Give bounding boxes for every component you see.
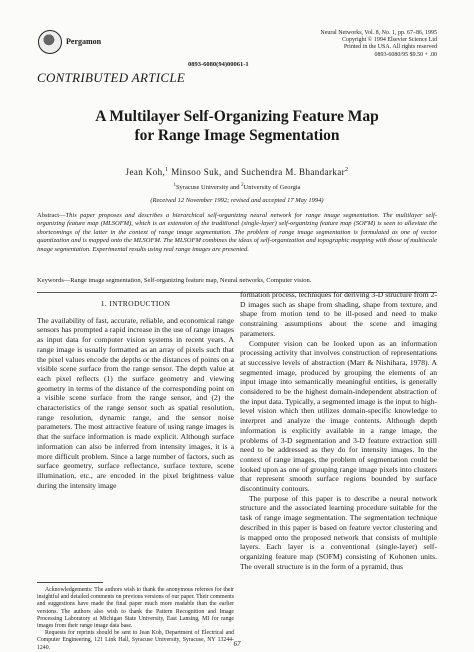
journal-metadata: [320, 30, 437, 59]
abstract: [37, 212, 437, 254]
printed-line: Printed in the USA. All rights reserved: [343, 44, 437, 51]
affiliation-1: Syracuse University and: [175, 184, 242, 192]
left-column: [37, 299, 234, 490]
footnote-divider: [37, 582, 103, 583]
reprint-requests: Requests for reprints should be sent to Jean Koh, Department of Electrical and Computer Engineering, 121 Link Hall, Syracuse University, Syracuse, NY 13244-1240.: [37, 630, 234, 651]
page-number: 67: [233, 640, 241, 648]
right-column: [240, 290, 437, 571]
price-line: 0893-6080/95 $9.50 + .00: [374, 51, 437, 58]
author-superscript-2: 2: [345, 167, 349, 173]
received-dates: (Received 12 November 1992; revised and accepted 17 May 1994): [150, 197, 324, 204]
author-list: [0, 167, 474, 177]
author-names-2: Minsoo Suk, and Suchendra M. Bhandarkar: [168, 167, 346, 177]
title-line-2: for Range Image Segmentation: [134, 127, 340, 144]
affiliation-superscript-2: 2: [241, 183, 244, 188]
author-name-1: Jean Koh,: [125, 167, 166, 177]
abstract-label: Abstract—: [37, 212, 66, 219]
keywords: [37, 277, 437, 285]
abstract-text: This paper proposes and describes a hierarchical self-organizing neural network for range image segmentation. The multilayer self-organizing feature map (MLSOFM), which is an extension of the traditional (single-layer) self-organizing feature map (SOFM) is seen to alleviate the shortcomings of the latter in the context of range image segmentation. The problem of range image segmentation is formulated as one of vector quantization and is mapped onto the MLSOFM. The MLSOFM combines the ideas of self-organization and topographic mapping with those of multiscale image segmentation. Experimental results using real range images are presented.: [37, 212, 437, 253]
keywords-label: Keywords—: [37, 277, 71, 284]
title-line-1: A Multilayer Self-Organizing Feature Map: [95, 108, 379, 125]
paper-title: [0, 107, 474, 145]
author-superscript-1: 1: [165, 167, 169, 173]
section-heading: 1. INTRODUCTION: [100, 299, 171, 308]
intro-paragraph-1-continued: formation process, techniques for deriving 3-D structure from 2-D images such as shape from shading, shape from texture, and shape from motion tend to be ill-posed and need to make constraining assumptions about the scene and imaging parameters.: [240, 290, 437, 338]
intro-paragraph-3: The purpose of this paper is to describe a neural network structure and the associated learning procedure suitable for the task of range image segmentation. The segmentation technique described in this paper is based on feature vector clustering and is mapped onto the proposed network that consists of multiple layers. Each layer is a conventional (single-layer) self-organizing feature map (SOFM) consisting of Kohonen units. The overall structure is in the form of a pyramid, thus: [240, 493, 437, 571]
acknowledgements: Acknowledgements: The authors wish to thank the anonymous referees for their insightful and detailed comments on previous versions of our paper. Their comments and suggestions have made the final paper much more readable than the earlier versions. The authors also wish to thank the Pattern Recognition and Image Processing Laboratory at Michigan State University, East Lansing, MI for range images from their range image data base.: [37, 587, 234, 630]
keywords-text: Range image segmentation, Self-organizing feature map, Neural networks, Computer vision.: [70, 277, 312, 284]
affiliations: [0, 183, 474, 191]
affiliation-superscript-1: 1: [173, 183, 176, 188]
intro-paragraph-2: Computer vision can be looked upon as an information processing activity that involves construction of representations at successive levels of abstraction (Marr & Nishihara, 1978). A segmented image, produced by grouping the elements of an input image into semantically meaningful entities, is generally considered to be the highest domain-independent abstraction of the input data. Typically, a segmented image is the input to high-level vision which then utilizes domain-specific knowledge to interpret and analyze the image contents. Although depth information is explicitly available in a range image, the problems of 3-D segmentation and 3-D feature extraction still need to be addressed as they do for intensity images. In the context of range images, the problem of segmentation could be looked upon as one of grouping range image pixels into clusters that represent smooth surface regions bounded by surface discontinuity contours.: [240, 338, 437, 494]
article-code: 0893-6080(94)00061-1: [188, 61, 249, 68]
journal-citation: Neural Networks, Vol. 8, No. 1, pp. 67–86, 1995: [320, 30, 437, 36]
copyright-line: Copyright © 1994 Elsevier Science Ltd: [341, 37, 437, 44]
contribution-type: CONTRIBUTED ARTICLE: [37, 70, 186, 85]
affiliation-2: University of Georgia: [243, 184, 301, 192]
publisher-logo-icon: [38, 30, 62, 54]
publisher-name: Pergamon: [66, 37, 102, 46]
intro-paragraph-1: The availability of fast, accurate, reliable, and economical range sensors has prompted a rapid increase in the use of range images as input data for computer vision systems in recent years. A range image is usually formatted as an array of pixels such that the pixel values encode the depths or the distances of points on a visible scene surface from the range sensor. The depth value at each pixel reflects (1) the surface geometry and viewing geometry in terms of the distance of the corresponding point on a visible scene surface from the range sensor, and (2) the characteristics of the range sensor such as spatial resolution, range resolution, dynamic range, and the sensor noise parameters. The most attractive feature of using range images is that the surface information is made explicit. Although surface information can also be inferred from intensity images, it is a more difficult problem. Since a large number of factors, such as surface geometry, surface reflectance, surface texture, scene illumination, etc., are encoded in the pixel brightness value during the intensity image: [37, 315, 234, 490]
